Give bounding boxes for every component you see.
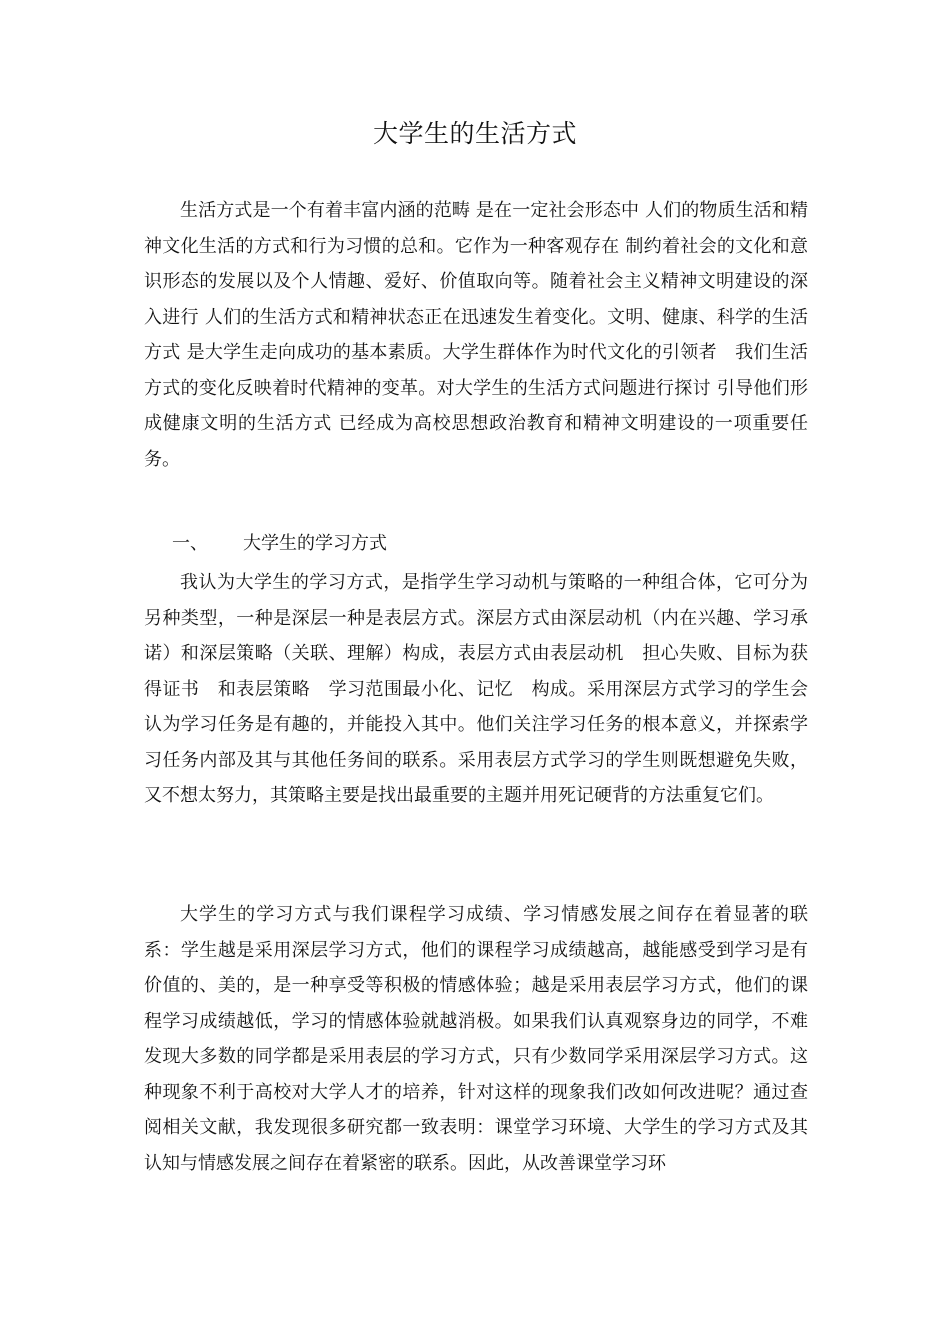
body-paragraph-2: 大学生的学习方式与我们课程学习成绩、学习情感发展之间存在着显著的联系：学生越是采用深层学习方式，他们的课程学习成绩越高，越能感受到学习是有价值的、美的，是一种享受等积极的情感体验；越是采用表层学习方式，他们的课程学习成绩越低，学习的情感体验就越消极。如果我们认真观察身边的同学，不难发现大多数的同学都是采用表层的学习方式，只有少数同学采用深层学习方式。这种现象不利于高校对大学人才的培养，针对这样的现象我们改如何改进呢？通过查阅相关文献，我发现很多研究都一致表明：课堂学习环境、大学生的学习方式及其认知与情感发展之间存在着紧密的联系。因此，从改善课堂学习环 (144, 904, 808, 1174)
document-title: 大学生的生活方式 (372, 119, 577, 148)
section-number: 一、 (172, 533, 208, 554)
intro-paragraph: 生活方式是一个有着丰富内涵的范畴 是在一定社会形态中 人们的物质生活和精神文化生活的方式和行为习惯的总和。它作为一种客观存在 制约着社会的文化和意识形态的发展以及个人情趣、爱好、价值取向等。随着社会主义精神文明建设的深入进行 人们的生活方式和精神状态正在迅速发生着变化。文明、健康、科学的生活方式 是大学生走向成功的基本素质。大学生群体作为时代文化的引领者 我们生活方式的变化反映着时代精神的变革。对大学生的生活方式问题进行探讨 引导他们形成健康文明的生活方式 已经成为高校思想政治教育和精神文明建设的一项重要任务。 (144, 200, 808, 470)
section-title: 大学生的学习方式 (243, 533, 387, 554)
section-heading (172, 527, 387, 561)
body-paragraph-1: 我认为大学生的学习方式，是指学生学习动机与策略的一种组合体，它可分为另种类型，一种是深层一种是表层方式。深层方式由深层动机（内在兴趣、学习承诺）和深层策略（关联、理解）构成，表层方式由表层动机 担心失败、目标为获得证书 和表层策略 学习范围最小化、记忆 构成。采用深层方式学习的学生会认为学习任务是有趣的，并能投入其中。他们关注学习任务的根本意义，并探索学习任务内部及其与其他任务间的联系。采用表层方式学习的学生则既想避免失败，又不想太努力，其策略主要是找出最重要的主题并用死记硬背的方法重复它们。 (144, 572, 808, 806)
